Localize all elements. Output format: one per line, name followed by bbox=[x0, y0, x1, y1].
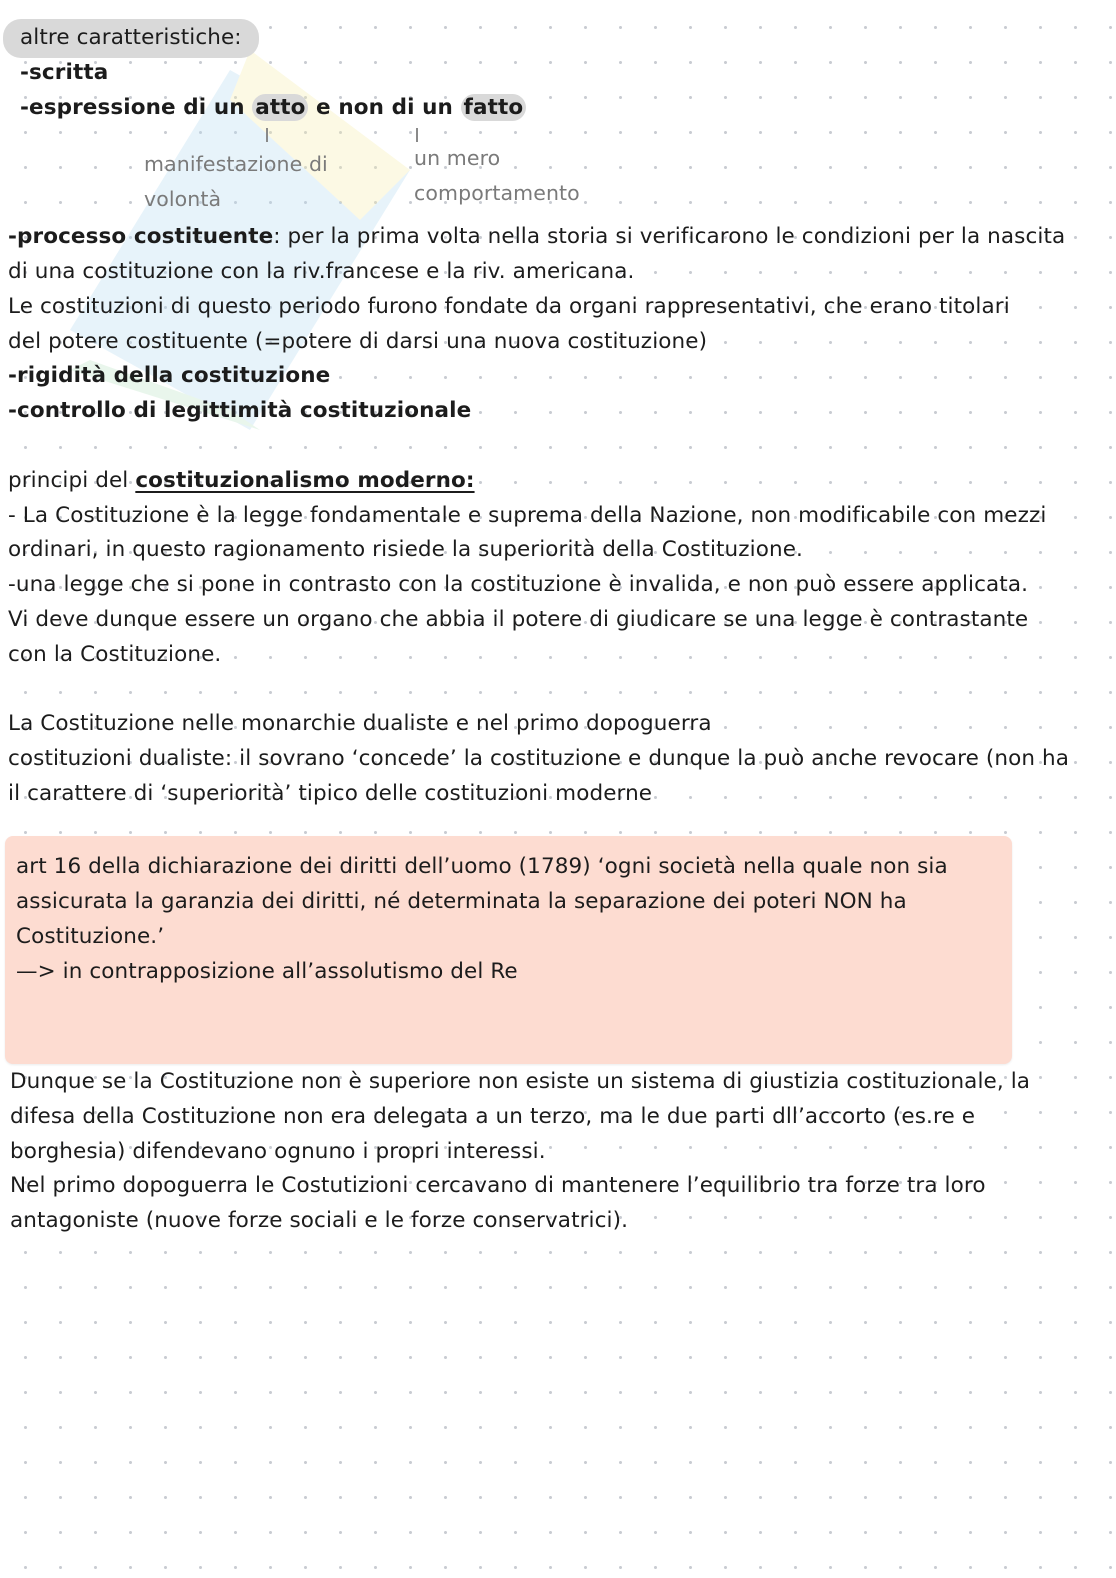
processo-line-1 bbox=[8, 219, 1065, 254]
item-rigidita: -rigidità della costituzione bbox=[8, 363, 331, 388]
processo-line-3: Le costituzioni di questo periodo furono fondate da organi rappresentativi, che erano titolari bbox=[8, 294, 1010, 319]
highlight-fatto: fatto bbox=[461, 94, 527, 121]
principi-line-5: con la Costituzione. bbox=[8, 642, 222, 667]
callout-box bbox=[5, 836, 1012, 1064]
principi-line-4: Vi deve dunque essere un organo che abbia il potere di giudicare se una legge è contrastante bbox=[8, 607, 1029, 632]
annotation-atto-2: volontà bbox=[144, 187, 222, 211]
processo-label: -processo costituente bbox=[8, 224, 274, 249]
annotation-atto-1: manifestazione di bbox=[144, 152, 328, 176]
principi-prefix: principi del bbox=[8, 468, 136, 493]
conclusione-line-5: antagoniste (nuove forze sociali e le forze conservatrici). bbox=[10, 1208, 629, 1233]
callout-line-4: —> in contrapposizione all’assolutismo del Re bbox=[16, 959, 518, 984]
principi-heading bbox=[8, 463, 475, 498]
monarchie-line-3: il carattere di ‘superiorità’ tipico delle costituzioni moderne bbox=[8, 781, 653, 806]
espressione-pre: -espressione di un bbox=[20, 95, 253, 120]
callout-line-1: art 16 della dichiarazione dei diritti dell’uomo (1789) ‘ogni società nella quale non sia bbox=[16, 854, 948, 879]
highlight-atto: atto bbox=[252, 94, 308, 121]
principi-title: costituzionalismo moderno: bbox=[135, 468, 475, 493]
processo-line-4: del potere costituente (=potere di darsi una nuova costituzione) bbox=[8, 329, 708, 354]
principi-line-2: ordinari, in questo ragionamento risiede la superiorità della Costituzione. bbox=[8, 537, 803, 562]
connector-atto bbox=[266, 128, 268, 142]
connector-fatto bbox=[416, 128, 418, 142]
item-scritta: -scritta bbox=[20, 60, 109, 85]
espressione-mid: e non di un bbox=[308, 95, 461, 120]
conclusione-line-3: borghesia) difendevano ognuno i propri interessi. bbox=[10, 1139, 546, 1164]
callout-line-2: assicurata la garanzia dei diritti, né determinata la separazione dei poteri NON ha bbox=[16, 889, 907, 914]
processo-line-2: di una costituzione con la riv.francese e la riv. americana. bbox=[8, 259, 635, 284]
item-controllo: -controllo di legittimità costituzionale bbox=[8, 398, 472, 423]
monarchie-line-1: La Costituzione nelle monarchie dualiste e nel primo dopoguerra bbox=[8, 711, 712, 736]
callout-line-3: Costituzione.’ bbox=[16, 924, 165, 949]
item-espressione bbox=[20, 90, 526, 125]
processo-line-1-rest: : per la prima volta nella storia si verificarono le condizioni per la nascita bbox=[273, 224, 1066, 249]
principi-line-3: -una legge che si pone in contrasto con la costituzione è invalida, e non può essere applicata. bbox=[8, 572, 1029, 597]
heading: altre caratteristiche: bbox=[20, 25, 242, 50]
conclusione-line-4: Nel primo dopoguerra le Costutizioni cercavano di mantenere l’equilibrio tra forze tra loro bbox=[10, 1173, 986, 1198]
conclusione-line-2: difesa della Costituzione non era delegata a un terzo, ma le due parti dll’accorto (es.re e bbox=[10, 1104, 976, 1129]
conclusione-line-1: Dunque se la Costituzione non è superiore non esiste un sistema di giustizia costituzionale, la bbox=[10, 1069, 1031, 1094]
principi-line-1: - La Costituzione è la legge fondamentale e suprema della Nazione, non modificabile con mezzi bbox=[8, 503, 1047, 528]
annotation-fatto-2: comportamento bbox=[414, 181, 580, 205]
annotation-fatto-1: un mero bbox=[414, 146, 501, 170]
monarchie-line-2: costituzioni dualiste: il sovrano ‘concede’ la costituzione e dunque la può anche revocare (non ha bbox=[8, 746, 1070, 771]
